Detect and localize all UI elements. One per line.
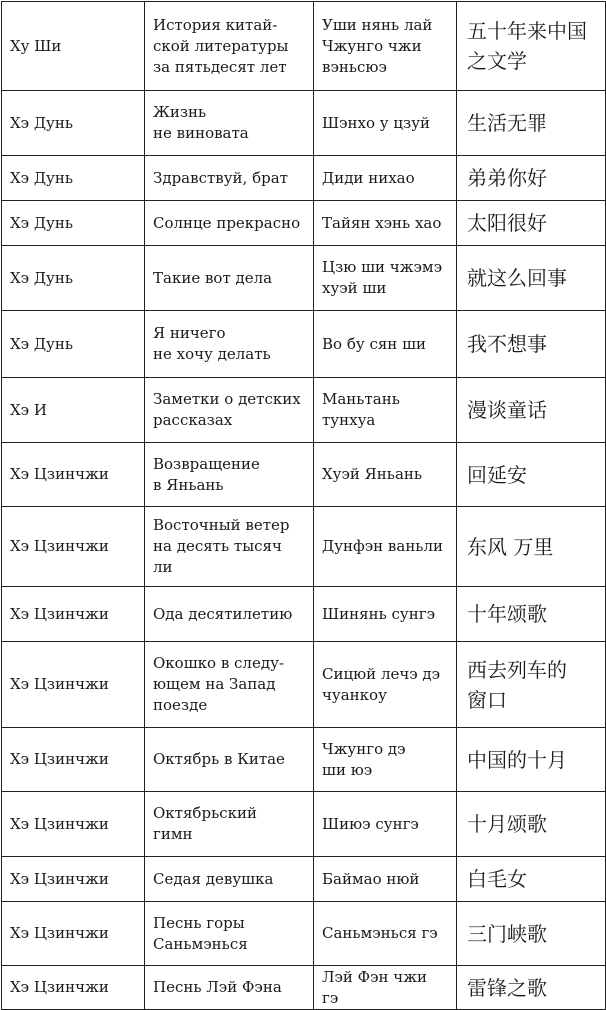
transliteration-cell: Шинянь сунгэ <box>314 587 457 642</box>
russian-title-cell: Восточный ветер на десять тысяч ли <box>145 507 314 587</box>
author-cell: Хэ Дунь <box>2 246 145 311</box>
russian-title-cell: Седая девушка <box>145 857 314 902</box>
transliteration-cell: Диди нихао <box>314 156 457 201</box>
author-cell: Хэ Цзинчжи <box>2 642 145 728</box>
chinese-title-cell: 东风 万里 <box>457 507 606 587</box>
table-row <box>2 443 606 507</box>
chinese-title-cell: 回延安 <box>457 443 606 507</box>
transliteration-cell: Лэй Фэн чжи гэ <box>314 966 457 1010</box>
table-row <box>2 378 606 443</box>
author-cell: Хэ Дунь <box>2 91 145 156</box>
table-row <box>2 966 606 1010</box>
author-cell: Хэ Цзинчжи <box>2 857 145 902</box>
chinese-title-cell: 雷锋之歌 <box>457 966 606 1010</box>
table-row <box>2 587 606 642</box>
chinese-title-cell: 弟弟你好 <box>457 156 606 201</box>
russian-title-cell: Солнце прекрасно <box>145 201 314 246</box>
russian-title-cell: Жизнь не виновата <box>145 91 314 156</box>
chinese-title-cell: 漫谈童话 <box>457 378 606 443</box>
chinese-title-cell: 生活无罪 <box>457 91 606 156</box>
author-cell: Ху Ши <box>2 2 145 91</box>
transliteration-cell: Сицюй лечэ дэ чуанкоу <box>314 642 457 728</box>
table-row <box>2 246 606 311</box>
table-row <box>2 91 606 156</box>
author-cell: Хэ Цзинчжи <box>2 728 145 792</box>
author-cell: Хэ Цзинчжи <box>2 507 145 587</box>
chinese-title-cell: 西去列车的 窗口 <box>457 642 606 728</box>
transliteration-cell: Маньтань тунхуа <box>314 378 457 443</box>
chinese-title-cell: 十年颂歌 <box>457 587 606 642</box>
russian-title-cell: Окошко в следу- ющем на Запад поезде <box>145 642 314 728</box>
table-row <box>2 201 606 246</box>
russian-title-cell: Песнь горы Саньмэнься <box>145 902 314 966</box>
chinese-title-cell: 三门峡歌 <box>457 902 606 966</box>
russian-title-cell: Здравствуй, брат <box>145 156 314 201</box>
russian-title-cell: Возвращение в Яньань <box>145 443 314 507</box>
table-row <box>2 792 606 857</box>
russian-title-cell: Песнь Лэй Фэна <box>145 966 314 1010</box>
chinese-title-cell: 就这么回事 <box>457 246 606 311</box>
russian-title-cell: Ода десятилетию <box>145 587 314 642</box>
transliteration-cell: Хуэй Яньань <box>314 443 457 507</box>
russian-title-cell: История китай- ской литературы за пятьдесят лет <box>145 2 314 91</box>
transliteration-cell: Чжунго дэ ши юэ <box>314 728 457 792</box>
author-cell: Хэ Цзинчжи <box>2 587 145 642</box>
chinese-title-cell: 白毛女 <box>457 857 606 902</box>
literature-table <box>1 1 606 1010</box>
transliteration-cell: Уши нянь лай Чжунго чжи вэньсюэ <box>314 2 457 91</box>
author-cell: Хэ Дунь <box>2 156 145 201</box>
author-cell: Хэ Цзинчжи <box>2 966 145 1010</box>
author-cell: Хэ Дунь <box>2 201 145 246</box>
russian-title-cell: Октябрьский гимн <box>145 792 314 857</box>
chinese-title-cell: 五十年来中国 之文学 <box>457 2 606 91</box>
transliteration-cell: Баймао нюй <box>314 857 457 902</box>
transliteration-cell: Во бу сян ши <box>314 311 457 378</box>
transliteration-cell: Шэнхо у цзуй <box>314 91 457 156</box>
russian-title-cell: Октябрь в Китае <box>145 728 314 792</box>
author-cell: Хэ Цзинчжи <box>2 792 145 857</box>
table-row <box>2 156 606 201</box>
transliteration-cell: Тайян хэнь хао <box>314 201 457 246</box>
chinese-title-cell: 中国的十月 <box>457 728 606 792</box>
table-row <box>2 507 606 587</box>
author-cell: Хэ Цзинчжи <box>2 902 145 966</box>
chinese-title-cell: 我不想事 <box>457 311 606 378</box>
table-row <box>2 902 606 966</box>
chinese-title-cell: 太阳很好 <box>457 201 606 246</box>
table-row <box>2 728 606 792</box>
russian-title-cell: Такие вот дела <box>145 246 314 311</box>
table-row <box>2 642 606 728</box>
table-row <box>2 2 606 91</box>
author-cell: Хэ Цзинчжи <box>2 443 145 507</box>
author-cell: Хэ Дунь <box>2 311 145 378</box>
author-cell: Хэ И <box>2 378 145 443</box>
table-row <box>2 857 606 902</box>
transliteration-cell: Дунфэн ваньли <box>314 507 457 587</box>
transliteration-cell: Шиюэ сунгэ <box>314 792 457 857</box>
transliteration-cell: Саньмэнься гэ <box>314 902 457 966</box>
russian-title-cell: Я ничего не хочу делать <box>145 311 314 378</box>
transliteration-cell: Цзю ши чжэмэ хуэй ши <box>314 246 457 311</box>
table-row <box>2 311 606 378</box>
russian-title-cell: Заметки о детских рассказах <box>145 378 314 443</box>
chinese-title-cell: 十月颂歌 <box>457 792 606 857</box>
